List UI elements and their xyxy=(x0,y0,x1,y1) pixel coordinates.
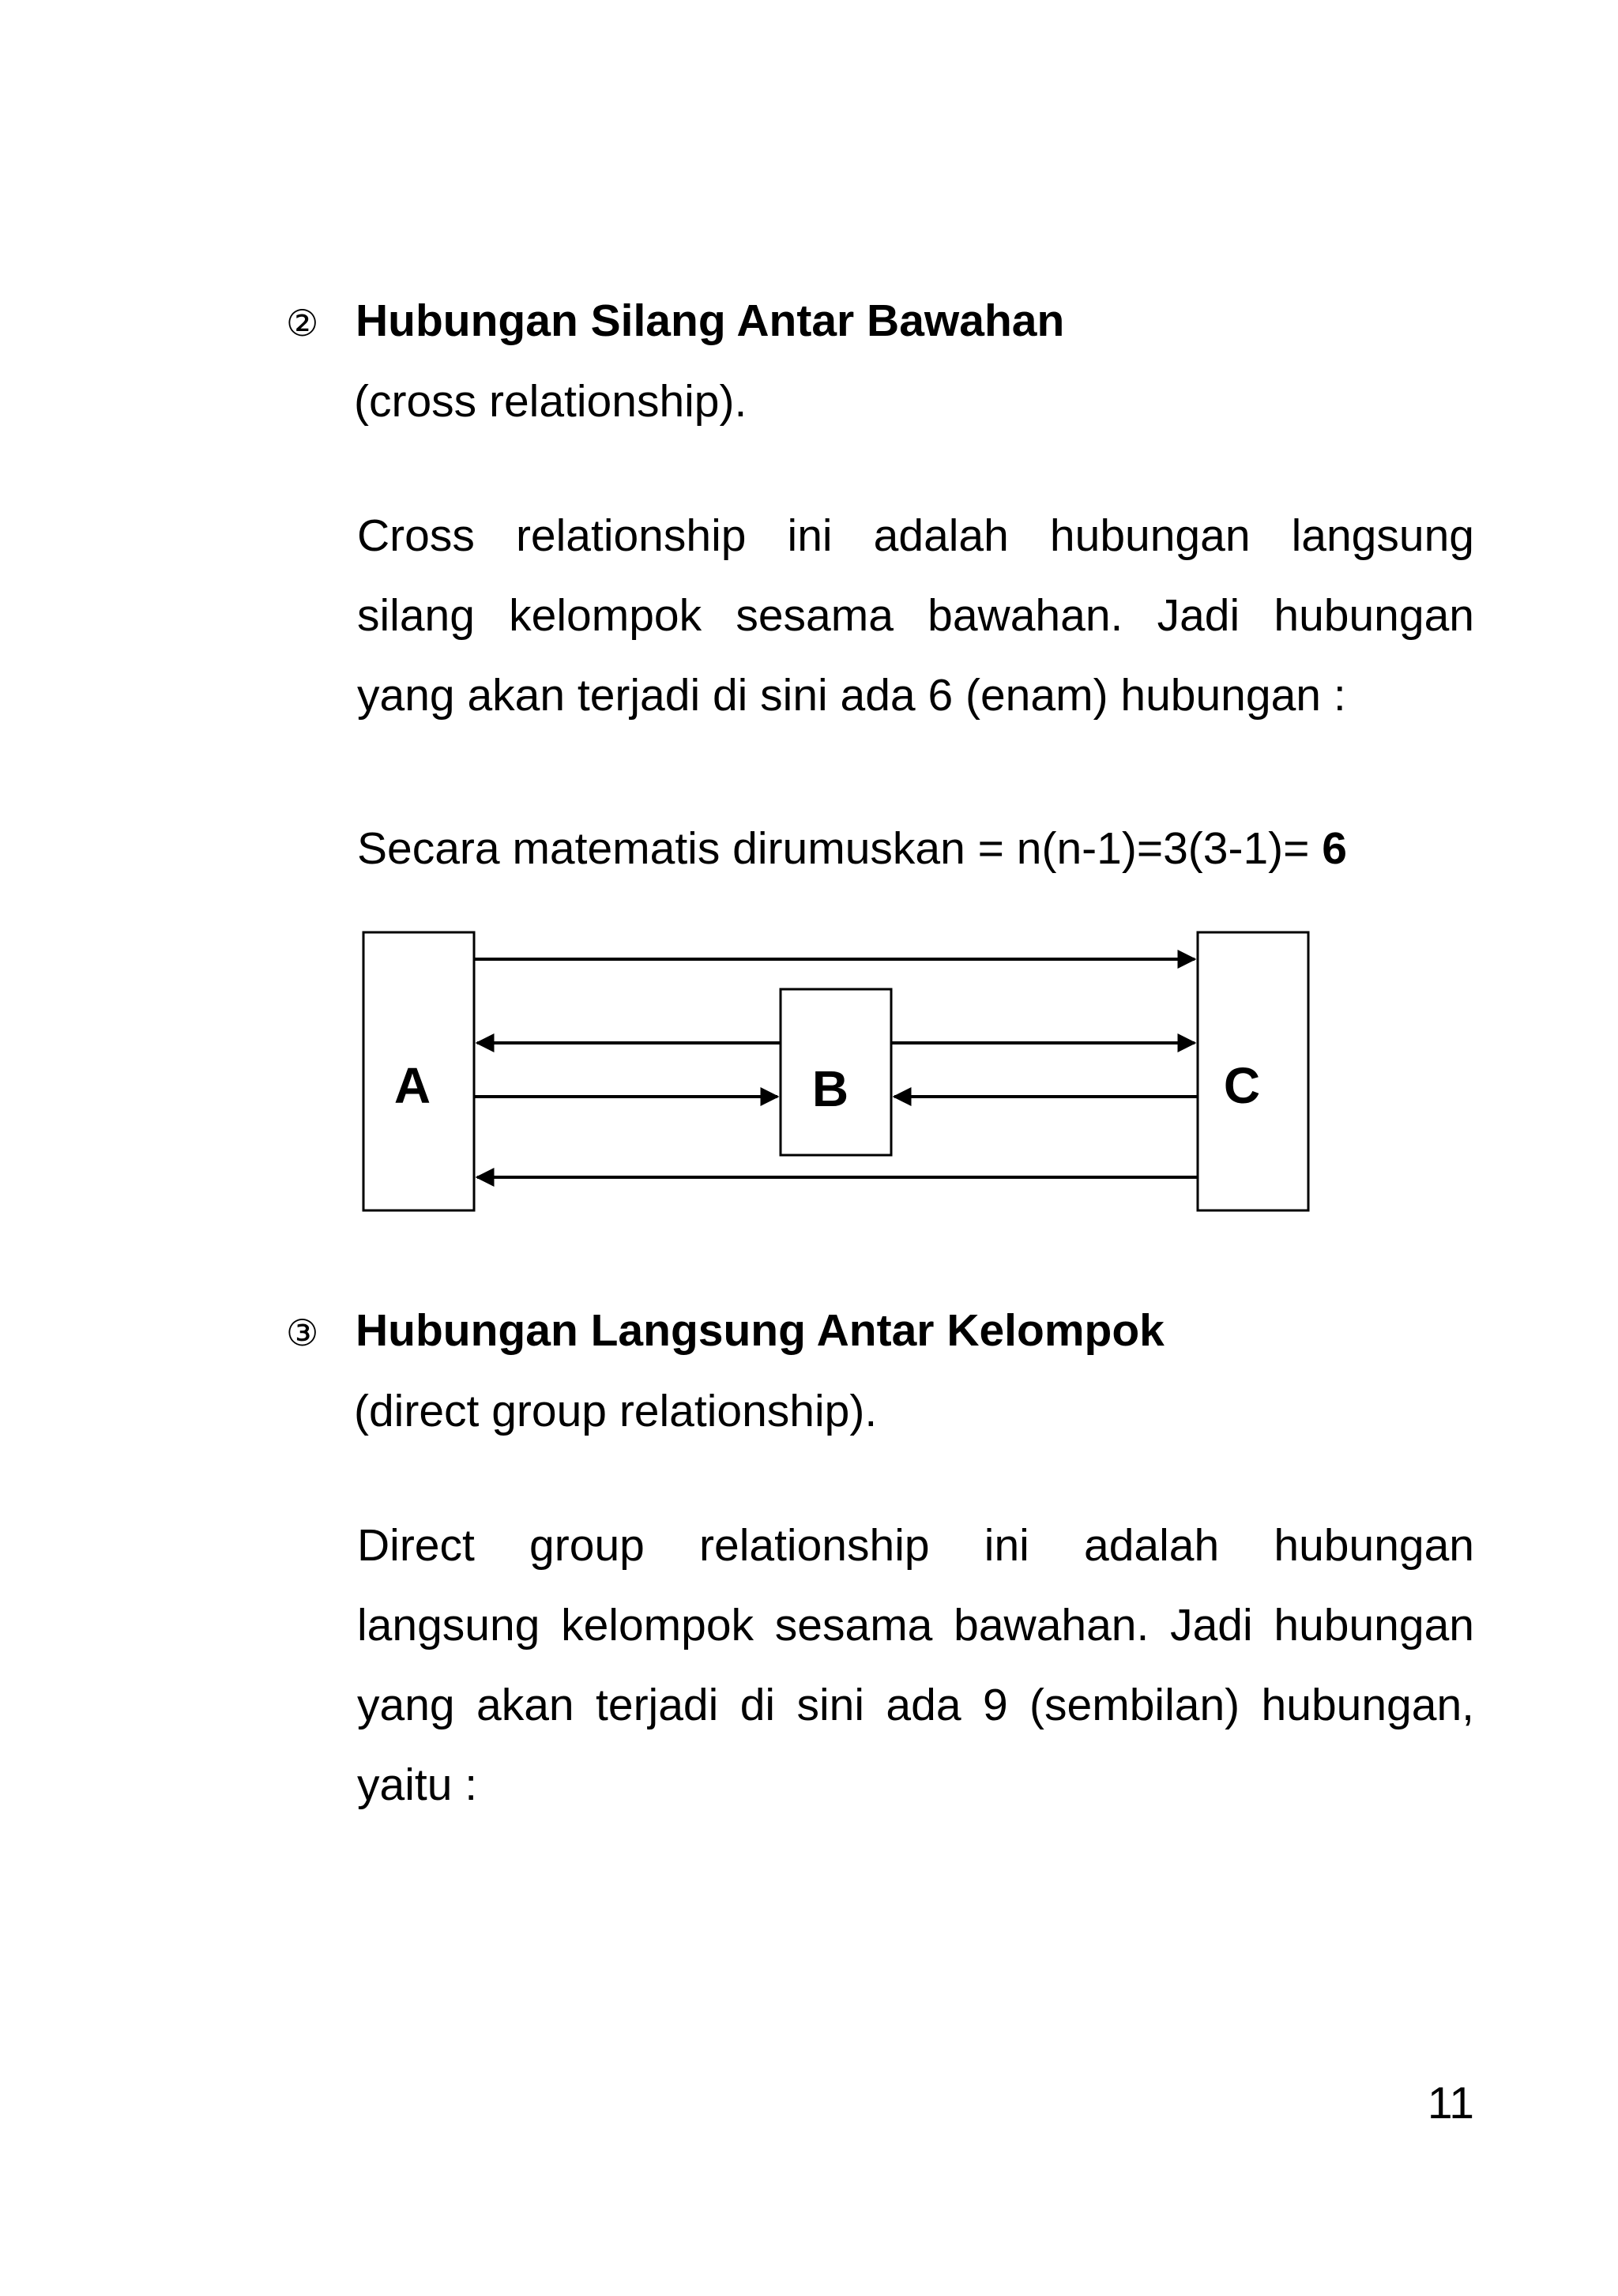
section-number-marker: ② xyxy=(286,303,319,344)
page-number: 11 xyxy=(1427,2078,1474,2129)
node-label-b: B xyxy=(811,1060,849,1117)
node-label-c: C xyxy=(1223,1057,1261,1114)
formula-line xyxy=(357,822,1347,875)
node-label-a: A xyxy=(393,1057,431,1114)
paragraph-line: yang akan terjadi di sini ada 9 (sembilan) hubungan, xyxy=(357,1680,1474,1730)
section-number-marker: ③ xyxy=(286,1312,319,1353)
section-title: Hubungan Silang Antar Bawahan xyxy=(356,295,1065,346)
cross-relationship-diagram xyxy=(348,917,1327,1217)
paragraph-line: Cross relationship ini adalah hubungan langsung xyxy=(357,510,1474,561)
section-title: Hubungan Langsung Antar Kelompok xyxy=(356,1305,1165,1356)
section-paragraph xyxy=(357,1506,1474,1825)
paragraph-line: yang akan terjadi di sini ada 6 (enam) hubungan : xyxy=(357,670,1346,721)
paragraph-line: silang kelompok sesama bawahan. Jadi hubungan xyxy=(357,590,1474,641)
formula-result: 6 xyxy=(1322,823,1347,874)
section-subtitle: (cross relationship). xyxy=(354,376,747,427)
formula-text: Secara matematis dirumuskan = n(n-1)=3(3-1)= xyxy=(357,823,1323,874)
section-subtitle: (direct group relationship). xyxy=(354,1386,878,1436)
paragraph-line: Direct group relationship ini adalah hubungan xyxy=(357,1520,1474,1571)
section-paragraph xyxy=(357,496,1474,736)
paragraph-line: langsung kelompok sesama bawahan. Jadi hubungan xyxy=(357,1600,1474,1650)
paragraph-line: yaitu : xyxy=(357,1760,478,1810)
